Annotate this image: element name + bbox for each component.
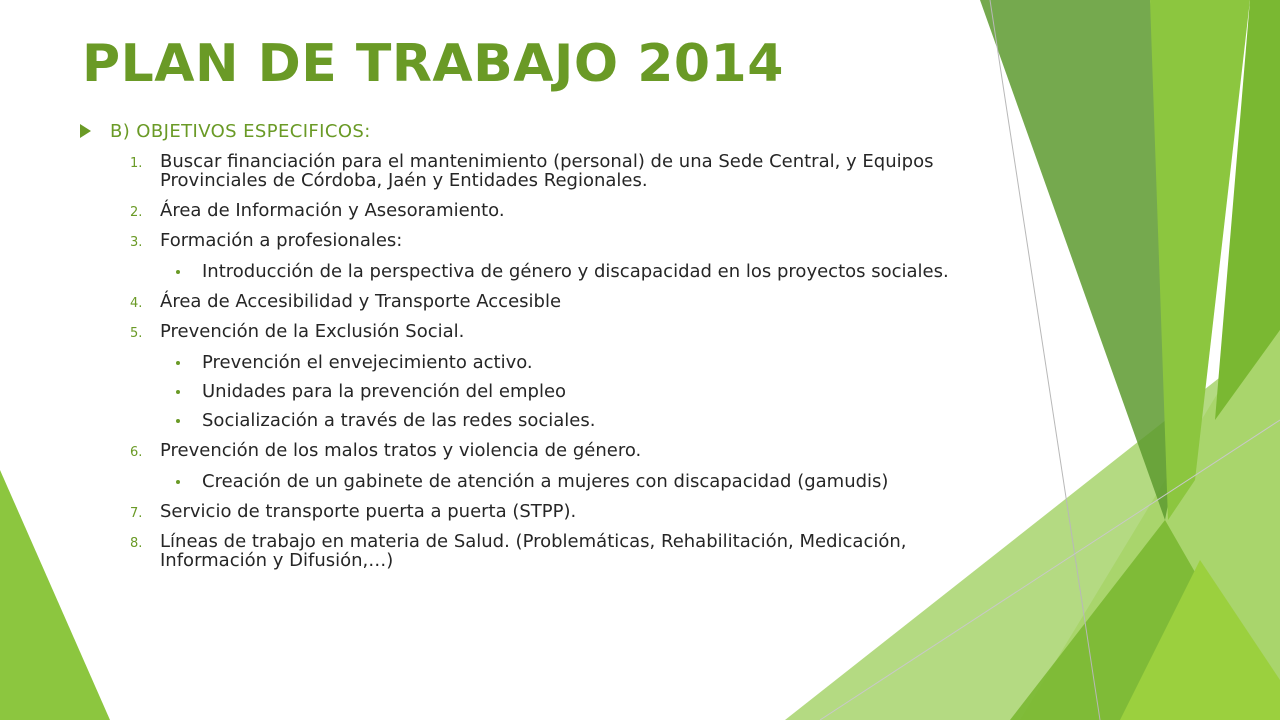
sub-item-text: Socialización a través de las redes sociales. <box>202 410 596 431</box>
list-item <box>80 441 960 491</box>
item-text: Prevención de la Exclusión Social. <box>160 321 465 342</box>
item-number: 2. <box>130 205 143 220</box>
sub-item-text: Introducción de la perspectiva de género y discapacidad en los proyectos sociales. <box>202 261 949 282</box>
item-number: 8. <box>130 536 143 551</box>
sub-list-item <box>202 382 960 401</box>
list-item <box>80 322 960 430</box>
list-item <box>80 502 960 521</box>
item-text: Líneas de trabajo en materia de Salud. (Problemáticas, Rehabilitación, Medicación, Información y Difusión,…) <box>160 531 907 571</box>
objectives-list <box>80 152 960 570</box>
sub-list <box>160 353 960 430</box>
sub-list-item <box>202 411 960 430</box>
item-text: Área de Accesibilidad y Transporte Accesible <box>160 291 562 312</box>
bullet-dot-icon <box>176 480 180 484</box>
bullet-dot-icon <box>176 419 180 423</box>
item-text: Formación a profesionales: <box>160 230 403 251</box>
list-item <box>80 292 960 311</box>
item-number: 4. <box>130 296 143 311</box>
sub-list <box>160 262 960 281</box>
item-text: Área de Información y Asesoramiento. <box>160 200 505 221</box>
sub-list <box>160 472 960 491</box>
bullet-dot-icon <box>176 270 180 274</box>
arrow-bullet-icon <box>80 124 91 138</box>
item-number: 5. <box>130 326 143 341</box>
bullet-dot-icon <box>176 361 180 365</box>
sub-item-text: Creación de un gabinete de atención a mujeres con discapacidad (gamudis) <box>202 471 889 492</box>
item-number: 3. <box>130 235 143 250</box>
sub-list-item <box>202 262 960 281</box>
sub-list-item <box>202 472 960 491</box>
item-text: Buscar financiación para el mantenimiento (personal) de una Sede Central, y Equipos Provinciales de Córdoba, Jaén y Entidades Regionales. <box>160 151 934 191</box>
slide-title: PLAN DE TRABAJO 2014 <box>82 34 784 94</box>
sub-list-item <box>202 353 960 372</box>
list-item <box>80 201 960 220</box>
sub-item-text: Unidades para la prevención del empleo <box>202 381 567 402</box>
item-number: 7. <box>130 506 143 521</box>
item-number: 6. <box>130 445 143 460</box>
list-item <box>80 231 960 281</box>
section-heading <box>80 118 960 144</box>
section-heading-text: B) OBJETIVOS ESPECIFICOS: <box>110 120 371 142</box>
sub-item-text: Prevención el envejecimiento activo. <box>202 352 533 373</box>
bullet-dot-icon <box>176 390 180 394</box>
list-item <box>80 152 960 190</box>
slide-content <box>80 118 960 581</box>
list-item <box>80 532 960 570</box>
item-text: Servicio de transporte puerta a puerta (STPP). <box>160 501 577 522</box>
item-text: Prevención de los malos tratos y violencia de género. <box>160 440 642 461</box>
item-number: 1. <box>130 156 143 171</box>
